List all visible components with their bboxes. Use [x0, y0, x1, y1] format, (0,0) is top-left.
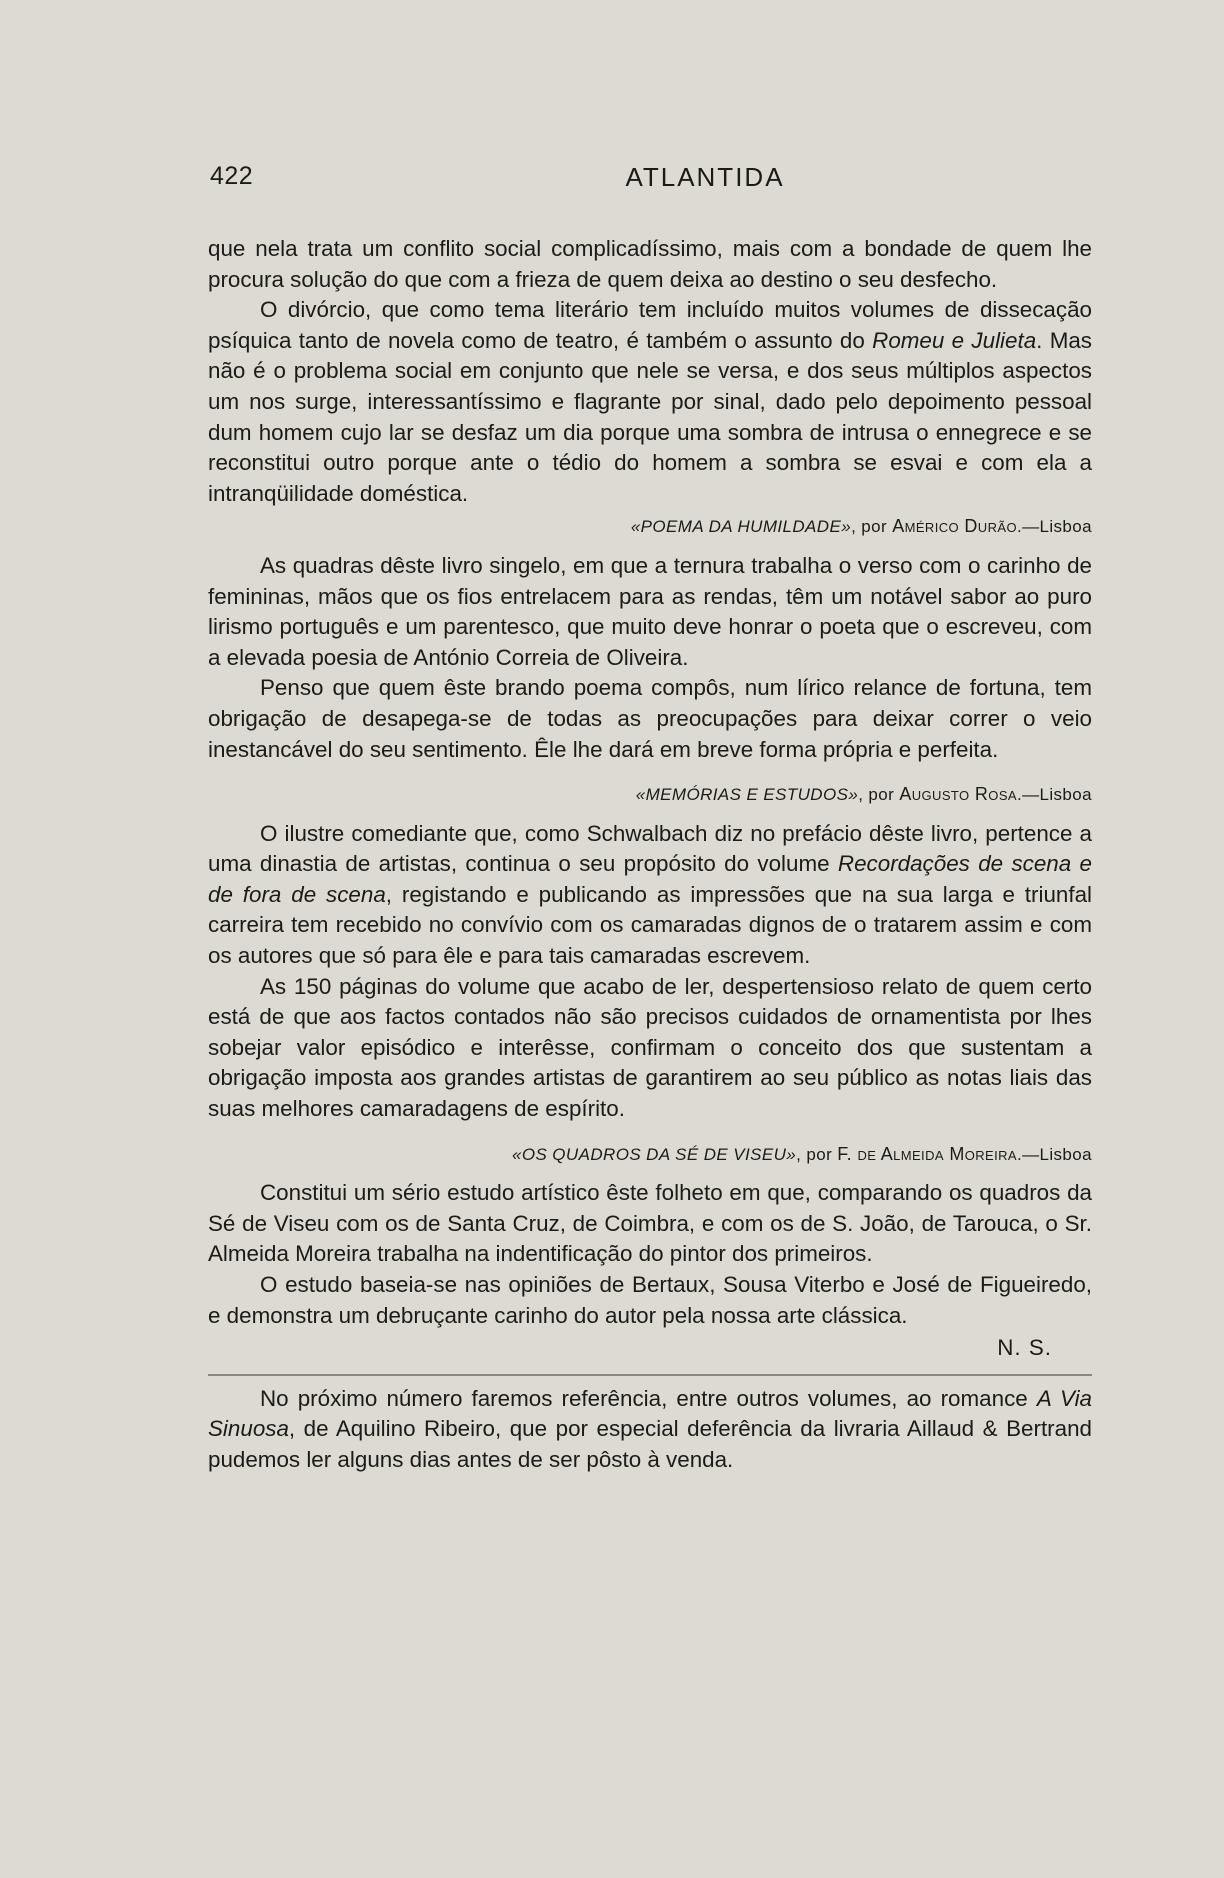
page-header	[210, 162, 1090, 202]
book-title: A Via Sinuosa	[208, 1385, 1092, 1442]
review-by: , por	[796, 1144, 838, 1164]
paragraph: As quadras dêste livro singelo, em que a ternura trabalha o verso com o carinho de femininas, mãos que os fios entrelacem para as rendas, têm um notável sabor ao puro lirismo português e um parentesco, que muito deve honrar o poeta que o escreveu, com a elevada poesia de António Correia de Oliveira.	[208, 552, 1092, 670]
review-by: , por	[851, 517, 893, 537]
paragraph: O estudo baseia-se nas opiniões de Bertaux, Sousa Viterbo e José de Figueiredo, e demonstra um debruçante carinho do autor pela nossa arte clássica.	[208, 1272, 1092, 1328]
review-heading	[208, 1139, 1092, 1171]
paragraph	[208, 1384, 1092, 1476]
review-author: Américo Durão	[892, 516, 1017, 537]
review-by: , por	[858, 785, 900, 805]
text: No próximo número faremos referência, entre outros volumes, ao romance	[260, 1385, 1037, 1411]
paragraph: Penso que quem êste brando poema compôs, num lírico relance de fortuna, tem obrigação de desapega-se de todas as preocupações para deixar correr o veio inestancável do seu sentimento. Êle lhe dará em breve forma própria e perfeita.	[208, 675, 1092, 762]
paragraph	[208, 819, 1092, 972]
review-heading	[208, 511, 1092, 543]
paragraph: que nela trata um conflito social complicadíssimo, mais com a bondade de quem lhe procura solução do que com a frieza de quem deixa ao destino o seu desfecho.	[208, 236, 1092, 292]
running-title: ATLANTIDA	[625, 162, 785, 192]
review-place: .—Lisboa	[1016, 1144, 1092, 1164]
review-place: .—Lisboa	[1016, 785, 1092, 805]
review-author: Augusto Rosa	[899, 784, 1017, 805]
text: O ilustre comediante que, como Schwalbach diz no prefácio dêste livro, pertence a uma dinastia de artistas, continua o seu propósito do volume	[208, 820, 1092, 877]
text: , registando e publicando as impressões que na sua larga e triunfal carreira tem recebido no convívio com os camaradas dignos de o tratarem assim e com os autores que só para êle e para tais camaradas escrevem.	[208, 881, 1092, 969]
page-body	[208, 234, 1092, 1476]
page-number: 422	[210, 162, 254, 190]
review-author: F. de Almeida Moreira	[837, 1143, 1017, 1164]
text: . Mas não é o problema social em conjunto que nele se versa, e dos seus múltiplos aspectos um nos surge, interessantíssimo e flagrante por sinal, dado pelo depoimento pessoal dum homem cujo lar se desfaz um dia porque uma sombra de intrusa o ennegrece e se reconstitui outro porque ante o tédio do homem a sombra se esvai e com ela a intranqüilidade doméstica.	[208, 327, 1092, 506]
text: O divórcio, que como tema literário tem incluído muitos volumes de dissecação psíquica tanto de novela como de teatro, é também o assunto do	[208, 297, 1092, 353]
editorial-notice	[208, 1384, 1092, 1476]
review-heading	[208, 779, 1092, 811]
paragraph: Constitui um sério estudo artístico êste folheto em que, comparando os quadros da Sé de Viseu com os de Santa Cruz, de Coimbra, e com os de S. João, de Tarouca, o Sr. Almeida Moreira trabalha na indentificação do pintor dos primeiros.	[208, 1180, 1092, 1267]
book-title: Recordações de scena e de fora de scena	[208, 851, 1093, 907]
review-place: .—Lisboa	[1016, 517, 1092, 537]
book-title: Romeu e Julieta	[872, 327, 1037, 353]
text: , de Aquilino Ribeiro, que por especial deferência da livraria Aillaud & Bertrand pudemos ler alguns dias antes de ser pôsto à venda.	[208, 1416, 1092, 1472]
signature: N. S.	[997, 1335, 1052, 1361]
review-title: «MEMÓRIAS E ESTUDOS»	[635, 785, 859, 805]
review-title: «OS QUADROS DA SÉ DE VISEU»	[511, 1144, 797, 1164]
review-title: «POEMA DA HUMILDADE»	[630, 517, 852, 537]
paragraph	[208, 295, 1092, 509]
divider	[208, 1374, 1092, 1376]
paragraph: As 150 páginas do volume que acabo de ler, despertensioso relato de quem certo está de que aos factos contados não são precisos cuidados de ornamentista por lhes sobejar valor episódico e interêsse, confirmam o conceito dos que sustentam a obrigação imposta aos grandes artistas de garantirem ao seu público as notas liais das suas melhores camaradagens de espírito.	[208, 973, 1092, 1122]
